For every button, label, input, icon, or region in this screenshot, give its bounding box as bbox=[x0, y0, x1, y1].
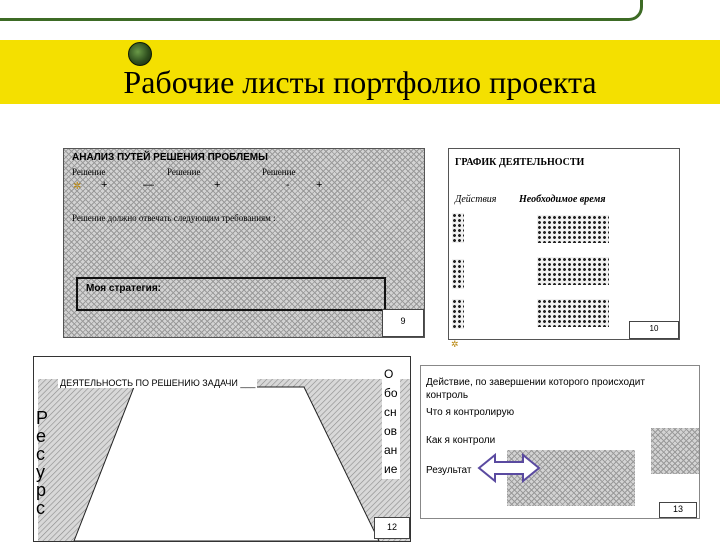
resource-letters bbox=[36, 409, 48, 517]
time-cell-3 bbox=[537, 299, 609, 327]
double-arrow-icon bbox=[477, 452, 541, 484]
schedule-panel-title: ГРАФИК ДЕЯТЕЛЬНОСТИ bbox=[455, 157, 585, 168]
solution-label-2: Решение bbox=[167, 167, 201, 177]
justification-letter-2: бо bbox=[384, 386, 398, 400]
control-how-text: Как я контроли bbox=[426, 435, 496, 446]
time-header: Необходимое время bbox=[519, 194, 606, 205]
strategy-box bbox=[76, 277, 386, 311]
page-number-12: 12 bbox=[386, 522, 397, 532]
title-bullet-icon bbox=[128, 42, 152, 66]
analysis-panel-title: АНАЛИЗ ПУТЕЙ РЕШЕНИЯ ПРОБЛЕМЫ bbox=[72, 152, 268, 163]
time-cell-1 bbox=[537, 215, 609, 243]
resource-letter-3: с bbox=[36, 444, 45, 464]
page-number-box-13 bbox=[659, 502, 697, 518]
justification-letters bbox=[382, 365, 400, 479]
resource-letter-2: е bbox=[36, 426, 47, 446]
page-number-10: 10 bbox=[649, 324, 659, 333]
schedule-star-icon: ✲ bbox=[451, 339, 459, 349]
control-result-text: Результат bbox=[426, 465, 472, 476]
sign-minus-1: — bbox=[143, 179, 154, 191]
page-number-box-9 bbox=[382, 309, 424, 337]
task-panel-title: ДЕЯТЕЛЬНОСТЬ ПО РЕШЕНИЮ ЗАДАЧИ ___ bbox=[60, 378, 256, 388]
sign-minus-2: - bbox=[286, 179, 290, 191]
requirements-text: Решение должно отвечать следующим требованиям : bbox=[72, 213, 276, 223]
star-icon: ✲ bbox=[73, 181, 82, 192]
strategy-label: Моя стратегия: bbox=[86, 283, 161, 294]
schedule-panel bbox=[448, 148, 680, 340]
action-cell-2 bbox=[452, 259, 464, 289]
solution-label-1: Решение bbox=[72, 167, 106, 177]
time-cell-2 bbox=[537, 257, 609, 285]
page-number-box-10 bbox=[629, 321, 679, 339]
justification-letter-5: ан bbox=[384, 443, 398, 457]
top-frame-line bbox=[0, 0, 643, 21]
solution-label-3: Решение bbox=[262, 167, 296, 177]
control-action-text: Действие, по завершении которого происходит контроль bbox=[426, 377, 645, 401]
control-what-text: Что я контролирую bbox=[426, 407, 515, 418]
page-number-9: 9 bbox=[400, 316, 406, 326]
sign-plus-1: + bbox=[101, 179, 108, 191]
action-cell-3 bbox=[452, 299, 464, 329]
sign-plus-2: + bbox=[214, 179, 221, 191]
control-panel bbox=[420, 365, 700, 519]
page-number-13: 13 bbox=[672, 504, 683, 514]
sign-plus-3: + bbox=[316, 179, 323, 191]
justification-letter-1: О bbox=[384, 367, 394, 381]
resource-letter-1: Р bbox=[36, 408, 49, 428]
page-number-box-12 bbox=[374, 517, 410, 539]
justification-letter-6: ие bbox=[384, 462, 398, 476]
control-hatch-block bbox=[651, 428, 699, 474]
action-cell-1 bbox=[452, 213, 464, 243]
resource-letter-4: у bbox=[36, 462, 45, 482]
justification-letter-4: ов bbox=[384, 424, 398, 438]
slide-title: Рабочие листы портфолио проекта bbox=[123, 64, 597, 100]
justification-letter-3: сн bbox=[384, 405, 397, 419]
actions-header: Действия bbox=[455, 194, 497, 205]
resource-letter-5: р bbox=[36, 480, 47, 500]
task-panel bbox=[33, 356, 411, 542]
analysis-panel bbox=[63, 148, 425, 338]
resource-letter-6: с bbox=[36, 498, 45, 518]
